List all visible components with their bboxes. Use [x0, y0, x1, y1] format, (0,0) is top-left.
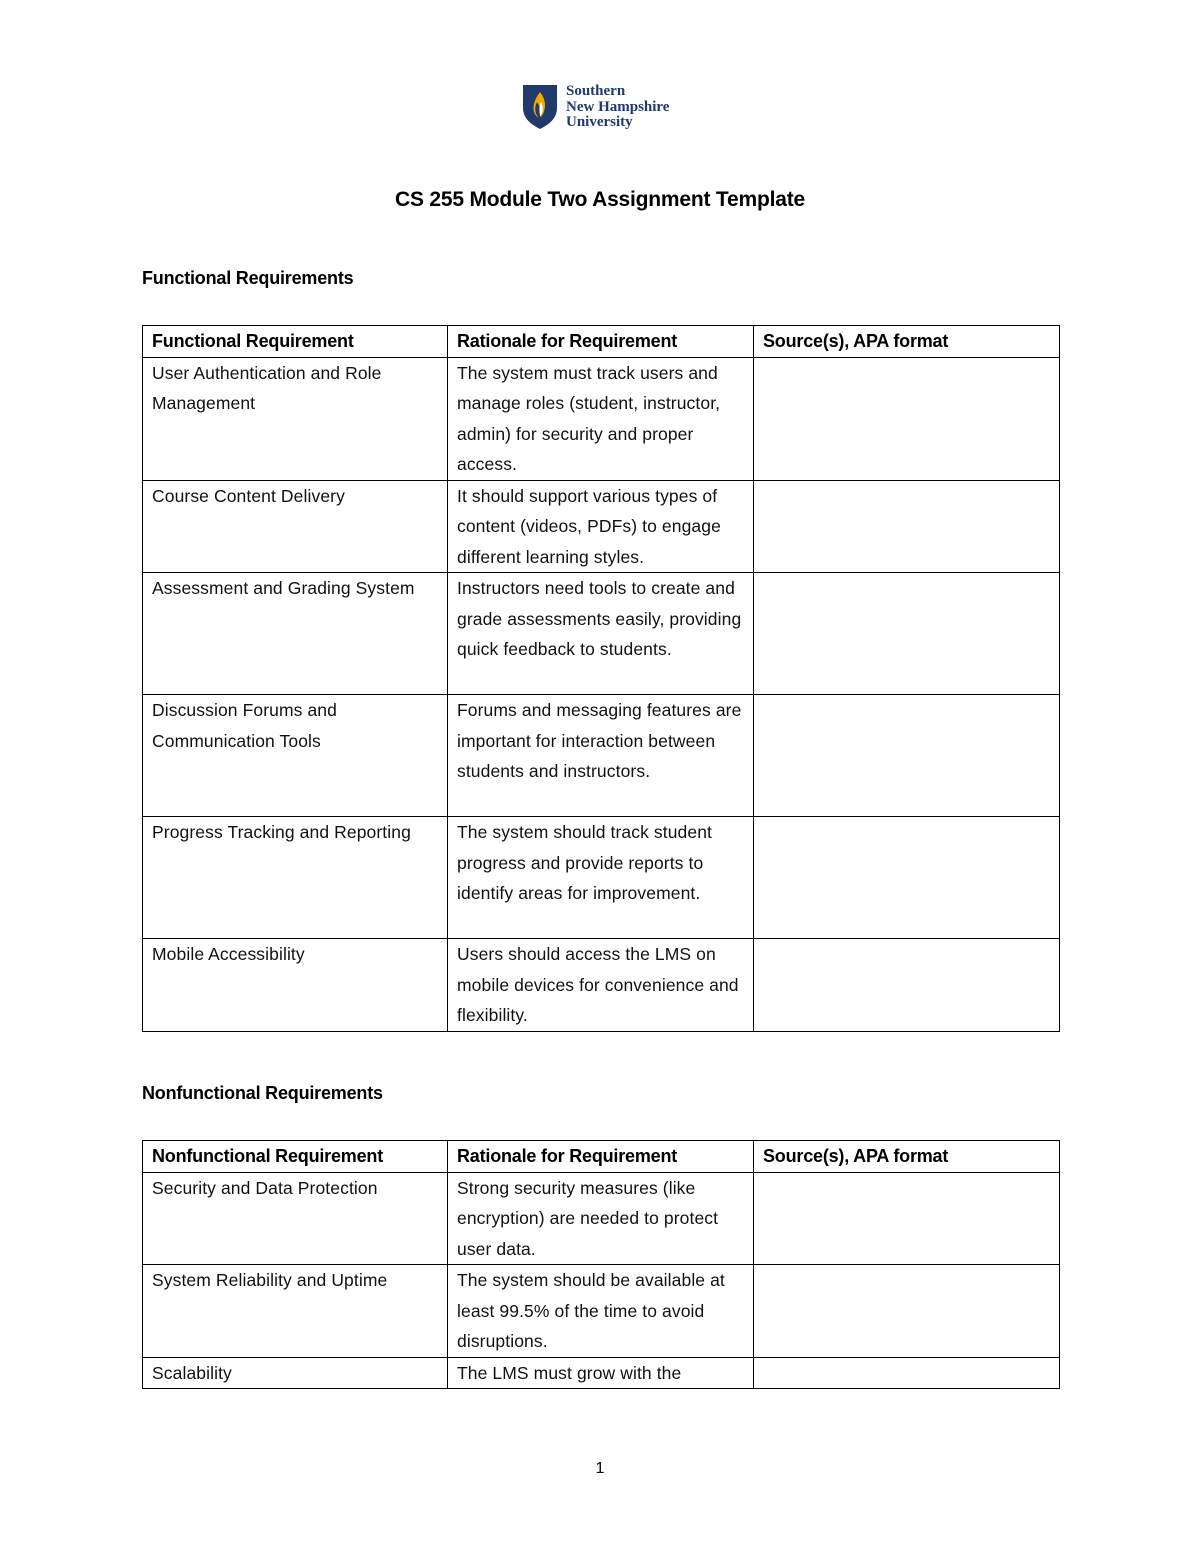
table-header-row [143, 1141, 1060, 1173]
rationale-cell: It should support various types of content (videos, PDFs) to engage different learning styles. [448, 480, 754, 573]
nonfunctional-requirements-table [142, 1140, 1060, 1389]
source-cell[interactable] [754, 1172, 1060, 1265]
nonfunctional-requirements-heading: Nonfunctional Requirements [142, 1083, 383, 1103]
requirement-cell: System Reliability and Uptime [143, 1265, 448, 1358]
table-row [143, 939, 1060, 1032]
rationale-cell: The system should be available at least 99.5% of the time to avoid disruptions. [448, 1265, 754, 1358]
functional-requirements-table [142, 325, 1060, 1032]
table-row [143, 357, 1060, 480]
table-header-row [143, 326, 1060, 358]
logo-line-3: University [566, 114, 633, 130]
table-row [143, 1265, 1060, 1358]
rationale-cell: Forums and messaging features are important for interaction between students and instructors. [448, 695, 754, 817]
column-header-rationale: Rationale for Requirement [448, 326, 754, 358]
requirement-cell: Mobile Accessibility [143, 939, 448, 1032]
requirement-cell: Assessment and Grading System [143, 573, 448, 695]
rationale-cell: Strong security measures (like encryption) are needed to protect user data. [448, 1172, 754, 1265]
requirement-cell: Security and Data Protection [143, 1172, 448, 1265]
requirement-cell: User Authentication and Role Management [143, 357, 448, 480]
column-header-requirement: Nonfunctional Requirement [143, 1141, 448, 1173]
column-header-requirement: Functional Requirement [143, 326, 448, 358]
source-cell[interactable] [754, 817, 1060, 939]
table-row [143, 573, 1060, 695]
page-number: 1 [595, 1460, 605, 1477]
rationale-cell: The system must track users and manage roles (student, instructor, admin) for security and proper access. [448, 357, 754, 480]
requirement-cell: Discussion Forums and Communication Tools [143, 695, 448, 817]
table-row [143, 1172, 1060, 1265]
table-row [143, 1357, 1060, 1389]
logo-line-2: New Hampshire [566, 98, 670, 115]
source-cell[interactable] [754, 939, 1060, 1032]
logo-wordmark [566, 84, 669, 131]
rationale-cell: The system should track student progress and provide reports to identify areas for improvement. [448, 817, 754, 939]
rationale-cell: Instructors need tools to create and grade assessments easily, providing quick feedback to students. [448, 573, 754, 695]
table-row [143, 480, 1060, 573]
column-header-rationale: Rationale for Requirement [448, 1141, 754, 1173]
shield-flame-icon [522, 84, 558, 130]
table-row [143, 817, 1060, 939]
requirement-cell: Scalability [143, 1357, 448, 1389]
source-cell[interactable] [754, 1357, 1060, 1389]
source-cell[interactable] [754, 573, 1060, 695]
source-cell[interactable] [754, 357, 1060, 480]
functional-requirements-heading: Functional Requirements [142, 268, 354, 288]
university-logo [522, 84, 669, 131]
requirement-cell: Course Content Delivery [143, 480, 448, 573]
column-header-sources: Source(s), APA format [754, 1141, 1060, 1173]
rationale-cell: Users should access the LMS on mobile devices for convenience and flexibility. [448, 939, 754, 1032]
source-cell[interactable] [754, 695, 1060, 817]
column-header-sources: Source(s), APA format [754, 326, 1060, 358]
table-row [143, 695, 1060, 817]
source-cell[interactable] [754, 480, 1060, 573]
rationale-cell: The LMS must grow with the [448, 1357, 754, 1389]
document-title: CS 255 Module Two Assignment Template [395, 188, 805, 211]
source-cell[interactable] [754, 1265, 1060, 1358]
requirement-cell: Progress Tracking and Reporting [143, 817, 448, 939]
logo-line-1: Southern [566, 83, 626, 99]
